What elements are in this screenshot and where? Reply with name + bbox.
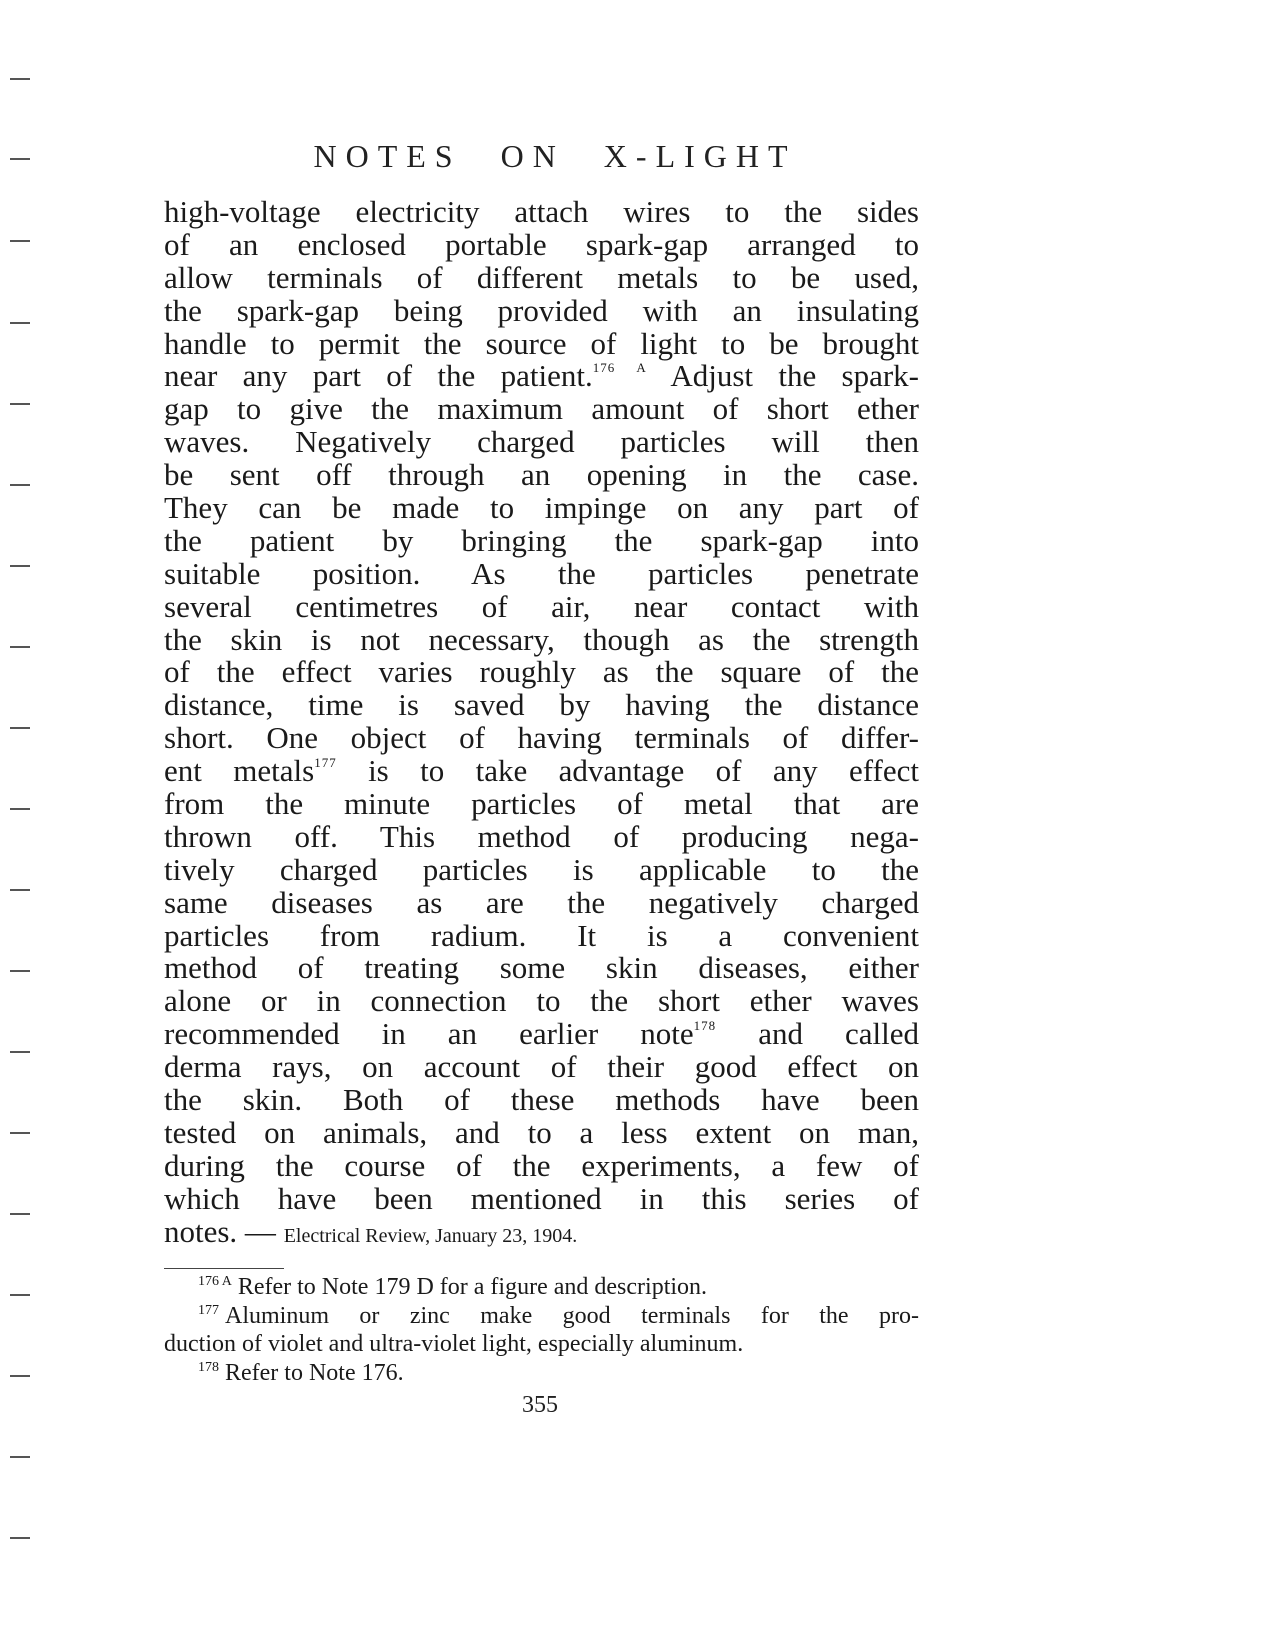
footnote-continuation: duction of violet and ultra-violet light, especially aluminum.	[164, 1331, 744, 1357]
text-segment: near any part of the patient.	[164, 358, 593, 394]
footnote-rule	[164, 1268, 284, 1269]
text-line: from the minute particles of metal that are	[164, 786, 919, 822]
text-segment: recommended in an earlier note	[164, 1016, 694, 1052]
text-line: particles from radium. It is a convenient	[164, 917, 919, 953]
margin-tick	[10, 1537, 30, 1539]
text-line: several centimetres of air, near contact with	[164, 588, 919, 624]
margin-tick	[10, 889, 30, 891]
text-line: the skin. Both of these methods have been	[164, 1082, 919, 1118]
margin-tick	[10, 240, 30, 242]
footnote-text: Refer to Note 179 D for a figure and description.	[237, 1274, 708, 1300]
text-segment: Adjust the spark-	[646, 358, 919, 394]
text-line: during the course of the experiments, a few of	[164, 1147, 919, 1183]
text-line	[164, 360, 919, 393]
footnote	[164, 1302, 919, 1331]
footnote-mark: 177	[198, 1302, 219, 1318]
text-line: which have been mentioned in this series of	[164, 1180, 919, 1216]
footnote-reference: 176 A	[592, 360, 647, 376]
footnote	[164, 1273, 919, 1302]
margin-tick	[10, 565, 30, 567]
text-line	[164, 755, 919, 788]
footnote-reference: 177	[314, 755, 337, 771]
text-line: high-voltage electricity attach wires to the sides	[164, 194, 919, 229]
text-segment: notes. —	[164, 1213, 284, 1249]
text-segment: and called	[716, 1016, 920, 1052]
text-segment: ent metals	[164, 753, 315, 789]
margin-tick	[10, 1456, 30, 1458]
text-line: gap to give the maximum amount of short ether	[164, 391, 919, 427]
text-line	[164, 1018, 919, 1051]
body-paragraph	[164, 196, 919, 1249]
footnotes	[164, 1273, 919, 1387]
text-line: thrown off. This method of producing nega-	[164, 818, 919, 854]
margin-tick	[10, 1294, 30, 1296]
source-citation: Electrical Review, January 23, 1904.	[283, 1224, 578, 1247]
text-line: They can be made to impinge on any part of	[164, 490, 919, 526]
footnote	[164, 1359, 919, 1388]
text-line: the skin is not necessary, though as the strength	[164, 621, 919, 657]
text-line: derma rays, on account of their good effect on	[164, 1049, 919, 1085]
text-line: waves. Negatively charged particles will then	[164, 424, 919, 460]
text-line: distance, time is saved by having the distance	[164, 687, 919, 723]
margin-tick	[10, 484, 30, 486]
text-line: method of treating some skin diseases, either	[164, 950, 919, 986]
text-line: alone or in connection to the short ether waves	[164, 983, 919, 1019]
running-head: NOTES ON X-LIGHT	[313, 138, 797, 174]
text-line: be sent off through an opening in the case.	[164, 457, 919, 493]
margin-tick	[10, 1375, 30, 1377]
margin-tick	[10, 1051, 30, 1053]
margin-tick	[10, 1213, 30, 1215]
margin-tick	[10, 78, 30, 80]
text-line: the patient by bringing the spark-gap into	[164, 522, 919, 558]
text-line: tively charged particles is applicable to the	[164, 851, 919, 887]
text-line: suitable position. As the particles penetrate	[164, 555, 919, 591]
footnote-reference: 178	[693, 1018, 717, 1034]
text-segment: is to take advantage of any effect	[336, 753, 919, 789]
text-line: of an enclosed portable spark-gap arranged to	[164, 226, 919, 262]
margin-tick	[10, 970, 30, 972]
margin-tick	[10, 808, 30, 810]
text-line: handle to permit the source of light to be brought	[164, 325, 919, 361]
text-line: short. One object of having terminals of differ-	[164, 720, 919, 756]
footnote-text: Refer to Note 176.	[225, 1359, 404, 1386]
page-number: 355	[522, 1392, 558, 1418]
margin-tick	[10, 646, 30, 648]
margin-tick	[10, 1132, 30, 1134]
margin-tick	[10, 727, 30, 729]
text-line: of the effect varies roughly as the square of the	[164, 654, 919, 690]
footnote-mark: 176 A	[198, 1274, 232, 1289]
text-line: the spark-gap being provided with an insulating	[164, 292, 919, 328]
text-line: allow terminals of different metals to be used,	[164, 259, 919, 295]
margin-tick	[10, 403, 30, 405]
footnote-mark: 178	[198, 1359, 219, 1375]
text-line: tested on animals, and to a less extent on man,	[164, 1114, 919, 1150]
text-line-last	[164, 1213, 919, 1249]
text-line: same diseases as are the negatively charged	[164, 884, 919, 920]
margin-tick	[10, 322, 30, 324]
footnote-text: Aluminum or zinc make good terminals for the pro-	[225, 1302, 919, 1329]
